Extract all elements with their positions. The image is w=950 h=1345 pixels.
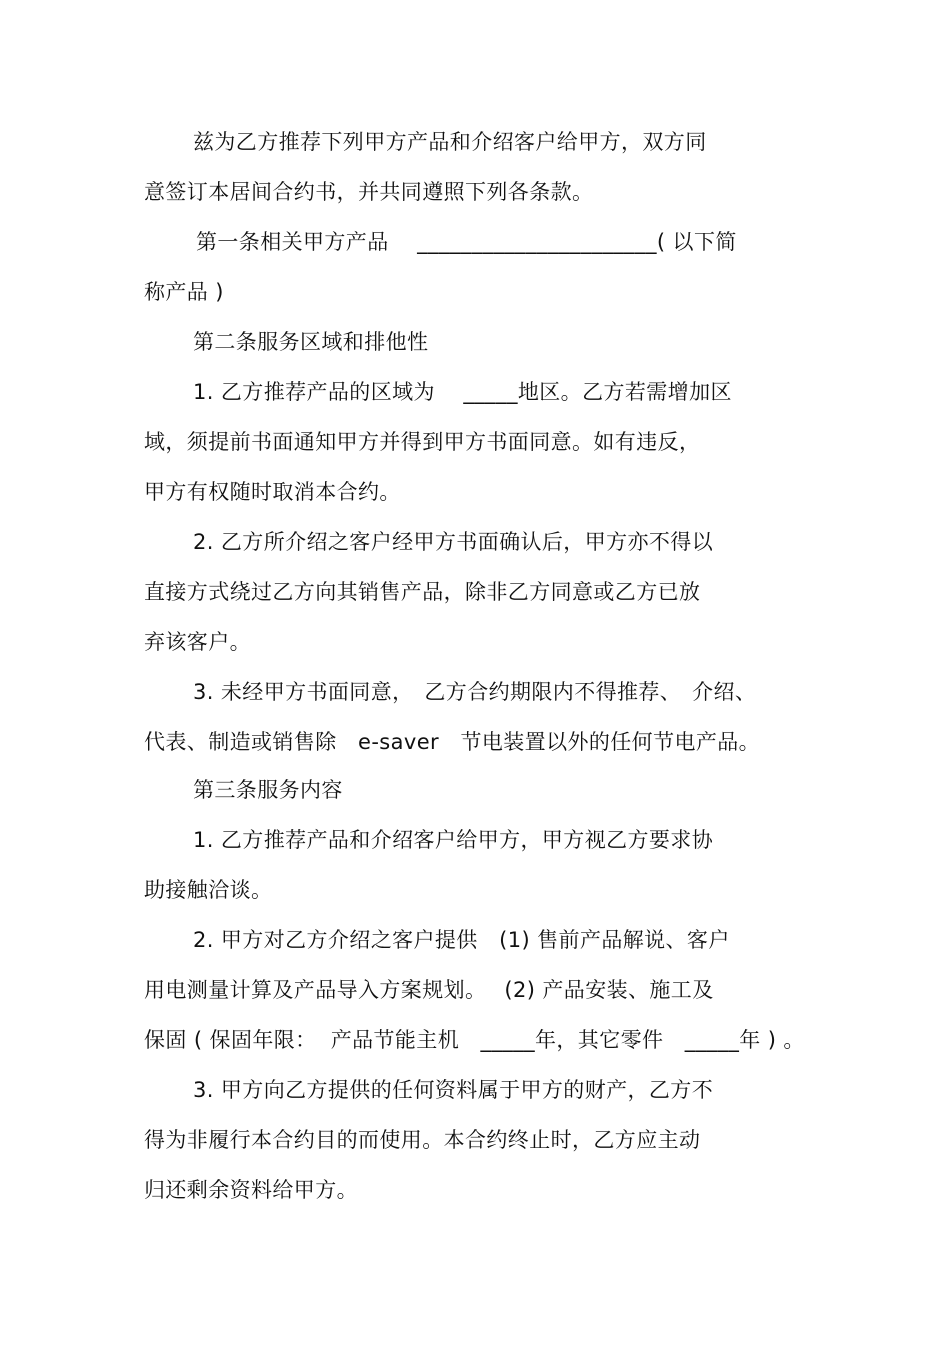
clause-3-2-line-2: 用电测量计算及产品导入方案规划。 (2) 产品安装、施工及 [144, 978, 714, 1002]
clause-2-2-line-2: 直接方式绕过乙方向其销售产品，除非乙方同意或乙方已放 [144, 580, 701, 604]
intro-line-1: 兹为乙方推荐下列甲方产品和介绍客户给甲方，双方同 [193, 130, 707, 154]
article-1-line-1: 第一条相关甲方产品 ______________________( 以下简 [196, 230, 737, 254]
clause-2-1-line-2: 域，须提前书面通知甲方并得到甲方书面同意。如有违反， [144, 430, 701, 454]
clause-3-3-line-3: 归还剩余资料给甲方。 [144, 1178, 358, 1202]
clause-3-3-line-1: 3. 甲方向乙方提供的任何资料属于甲方的财产，乙方不 [193, 1078, 714, 1102]
article-2-heading: 第二条服务区域和排他性 [193, 330, 429, 354]
intro-line-2: 意签订本居间合约书，并共同遵照下列各条款。 [144, 180, 594, 204]
article-1-line-2: 称产品 ) [144, 280, 224, 304]
clause-2-1-line-1: 1. 乙方推荐产品的区域为 _____地区。乙方若需增加区 [193, 380, 732, 404]
clause-3-3-line-2: 得为非履行本合约目的而使用。本合约终止时，乙方应主动 [144, 1128, 701, 1152]
clause-2-2-line-1: 2. 乙方所介绍之客户经甲方书面确认后，甲方亦不得以 [193, 530, 714, 554]
clause-2-3-line-2: 代表、制造或销售除 e-saver 节电装置以外的任何节电产品。 [144, 730, 761, 754]
clause-3-2-line-3: 保固 ( 保固年限： 产品节能主机 _____年，其它零件 _____年 ) 。 [144, 1028, 805, 1052]
clause-2-2-line-3: 弃该客户。 [144, 630, 251, 654]
clause-3-1-line-2: 助接触洽谈。 [144, 878, 273, 902]
article-3-heading: 第三条服务内容 [193, 778, 343, 802]
clause-2-3-line-1: 3. 未经甲方书面同意， 乙方合约期限内不得推荐、 介绍、 [193, 680, 757, 704]
clause-2-1-line-3: 甲方有权随时取消本合约。 [144, 480, 401, 504]
clause-3-2-line-1: 2. 甲方对乙方介绍之客户提供 (1) 售前产品解说、客户 [193, 928, 730, 952]
clause-3-1-line-1: 1. 乙方推荐产品和介绍客户给甲方，甲方视乙方要求协 [193, 828, 714, 852]
